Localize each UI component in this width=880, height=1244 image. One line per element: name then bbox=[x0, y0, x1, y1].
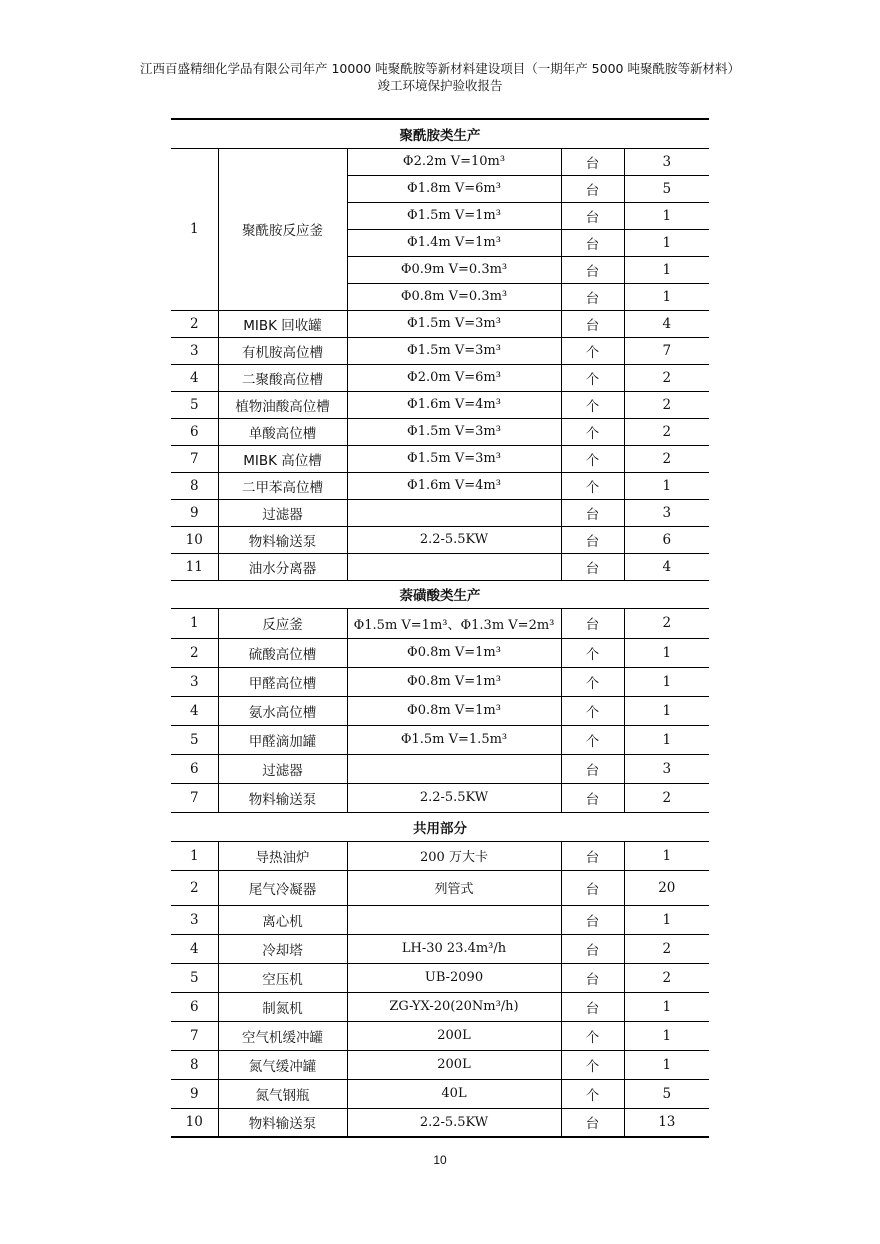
equipment-spec: Φ1.5m V=1.5m³ bbox=[347, 725, 561, 754]
equipment-name: 导热油炉 bbox=[218, 841, 347, 870]
table-row bbox=[171, 391, 709, 418]
equipment-unit: 个 bbox=[561, 445, 624, 472]
equipment-unit: 个 bbox=[561, 1050, 624, 1079]
page-number: 10 bbox=[433, 1153, 447, 1167]
equipment-spec: Φ0.9m V=0.3m³ bbox=[347, 256, 561, 283]
equipment-unit: 个 bbox=[561, 1021, 624, 1050]
equipment-unit: 个 bbox=[561, 667, 624, 696]
table-row bbox=[171, 1050, 709, 1079]
section-title: 共用部分 bbox=[171, 812, 709, 841]
table-row bbox=[171, 310, 709, 337]
equipment-spec: Φ0.8m V=1m³ bbox=[347, 667, 561, 696]
row-number: 5 bbox=[171, 963, 218, 992]
equipment-name: 反应釜 bbox=[218, 608, 347, 638]
row-number: 6 bbox=[171, 418, 218, 445]
table-row bbox=[171, 553, 709, 580]
equipment-spec: Φ1.4m V=1m³ bbox=[347, 229, 561, 256]
equipment-name: 二甲苯高位槽 bbox=[218, 472, 347, 499]
equipment-quantity: 1 bbox=[624, 905, 709, 934]
report-header bbox=[0, 60, 880, 94]
row-number: 6 bbox=[171, 754, 218, 783]
row-number: 1 bbox=[171, 148, 218, 310]
row-number: 2 bbox=[171, 310, 218, 337]
row-number: 4 bbox=[171, 696, 218, 725]
equipment-unit: 台 bbox=[561, 870, 624, 905]
equipment-quantity: 3 bbox=[624, 499, 709, 526]
table-row bbox=[171, 725, 709, 754]
equipment-name: 氨水高位槽 bbox=[218, 696, 347, 725]
report-title-line2: 竣工环境保护验收报告 bbox=[377, 78, 503, 93]
equipment-name: MIBK 回收罐 bbox=[218, 310, 347, 337]
row-number: 2 bbox=[171, 870, 218, 905]
row-number: 9 bbox=[171, 499, 218, 526]
equipment-name: 甲醛滴加罐 bbox=[218, 725, 347, 754]
equipment-spec: UB-2090 bbox=[347, 963, 561, 992]
equipment-spec: Φ1.8m V=6m³ bbox=[347, 175, 561, 202]
row-number: 3 bbox=[171, 667, 218, 696]
equipment-unit: 台 bbox=[561, 905, 624, 934]
equipment-spec: 200L bbox=[347, 1050, 561, 1079]
equipment-unit: 台 bbox=[561, 841, 624, 870]
section-header-row bbox=[171, 580, 709, 608]
equipment-unit: 台 bbox=[561, 148, 624, 175]
equipment-quantity: 2 bbox=[624, 783, 709, 812]
row-number: 11 bbox=[171, 553, 218, 580]
table-row bbox=[171, 754, 709, 783]
equipment-name: 尾气冷凝器 bbox=[218, 870, 347, 905]
equipment-unit: 个 bbox=[561, 418, 624, 445]
equipment-unit: 台 bbox=[561, 963, 624, 992]
equipment-quantity: 5 bbox=[624, 1079, 709, 1108]
equipment-quantity: 2 bbox=[624, 934, 709, 963]
row-number: 7 bbox=[171, 1021, 218, 1050]
equipment-name: 甲醛高位槽 bbox=[218, 667, 347, 696]
equipment-spec: Φ1.5m V=1m³ bbox=[347, 202, 561, 229]
equipment-quantity: 1 bbox=[624, 841, 709, 870]
equipment-quantity: 3 bbox=[624, 754, 709, 783]
equipment-spec: 200 万大卡 bbox=[347, 841, 561, 870]
equipment-name: 离心机 bbox=[218, 905, 347, 934]
equipment-quantity: 6 bbox=[624, 526, 709, 553]
equipment-spec: 列管式 bbox=[347, 870, 561, 905]
equipment-quantity: 1 bbox=[624, 638, 709, 667]
equipment-quantity: 1 bbox=[624, 472, 709, 499]
section-header-row bbox=[171, 119, 709, 148]
equipment-unit: 台 bbox=[561, 1108, 624, 1137]
equipment-name: 过滤器 bbox=[218, 499, 347, 526]
equipment-spec bbox=[347, 905, 561, 934]
equipment-quantity: 20 bbox=[624, 870, 709, 905]
equipment-spec: 2.2-5.5KW bbox=[347, 783, 561, 812]
equipment-spec: Φ0.8m V=1m³ bbox=[347, 696, 561, 725]
equipment-quantity: 1 bbox=[624, 1021, 709, 1050]
table-row bbox=[171, 526, 709, 553]
table-row bbox=[171, 934, 709, 963]
equipment-unit: 台 bbox=[561, 992, 624, 1021]
equipment-spec: 40L bbox=[347, 1079, 561, 1108]
equipment-quantity: 1 bbox=[624, 256, 709, 283]
equipment-spec: 2.2-5.5KW bbox=[347, 1108, 561, 1137]
row-number: 7 bbox=[171, 783, 218, 812]
table-row bbox=[171, 841, 709, 870]
equipment-name: 植物油酸高位槽 bbox=[218, 391, 347, 418]
row-number: 7 bbox=[171, 445, 218, 472]
equipment-unit: 个 bbox=[561, 638, 624, 667]
equipment-quantity: 2 bbox=[624, 418, 709, 445]
equipment-name: 单酸高位槽 bbox=[218, 418, 347, 445]
table-row bbox=[171, 992, 709, 1021]
table-row bbox=[171, 418, 709, 445]
equipment-quantity: 1 bbox=[624, 725, 709, 754]
equipment-name: 制氮机 bbox=[218, 992, 347, 1021]
table-row bbox=[171, 337, 709, 364]
row-number: 9 bbox=[171, 1079, 218, 1108]
equipment-quantity: 7 bbox=[624, 337, 709, 364]
table-row bbox=[171, 783, 709, 812]
equipment-name: 物料输送泵 bbox=[218, 783, 347, 812]
equipment-name: 物料输送泵 bbox=[218, 526, 347, 553]
equipment-unit: 个 bbox=[561, 725, 624, 754]
equipment-unit: 台 bbox=[561, 526, 624, 553]
row-number: 1 bbox=[171, 841, 218, 870]
table-row bbox=[171, 638, 709, 667]
equipment-quantity: 1 bbox=[624, 283, 709, 310]
table-row bbox=[171, 608, 709, 638]
table-row bbox=[171, 472, 709, 499]
row-number: 4 bbox=[171, 364, 218, 391]
equipment-spec: Φ0.8m V=1m³ bbox=[347, 638, 561, 667]
equipment-name: MIBK 高位槽 bbox=[218, 445, 347, 472]
equipment-spec: Φ0.8m V=0.3m³ bbox=[347, 283, 561, 310]
row-number: 10 bbox=[171, 1108, 218, 1137]
equipment-name: 物料输送泵 bbox=[218, 1108, 347, 1137]
equipment-spec: Φ1.5m V=1m³、Φ1.3m V=2m³ bbox=[347, 608, 561, 638]
table-row bbox=[171, 870, 709, 905]
equipment-quantity: 2 bbox=[624, 963, 709, 992]
equipment-unit: 台 bbox=[561, 934, 624, 963]
equipment-unit: 台 bbox=[561, 608, 624, 638]
equipment-name: 空气机缓冲罐 bbox=[218, 1021, 347, 1050]
equipment-name: 空压机 bbox=[218, 963, 347, 992]
table-row bbox=[171, 696, 709, 725]
equipment-unit: 台 bbox=[561, 310, 624, 337]
equipment-name: 聚酰胺反应釜 bbox=[218, 148, 347, 310]
table-row bbox=[171, 1079, 709, 1108]
section-title: 萘磺酸类生产 bbox=[171, 580, 709, 608]
row-number: 3 bbox=[171, 337, 218, 364]
equipment-unit: 台 bbox=[561, 175, 624, 202]
table-row bbox=[171, 1108, 709, 1137]
equipment-name: 冷却塔 bbox=[218, 934, 347, 963]
row-number: 5 bbox=[171, 725, 218, 754]
row-number: 8 bbox=[171, 472, 218, 499]
section-title: 聚酰胺类生产 bbox=[171, 119, 709, 148]
table-row bbox=[171, 963, 709, 992]
equipment-spec: Φ1.5m V=3m³ bbox=[347, 418, 561, 445]
equipment-unit: 台 bbox=[561, 202, 624, 229]
equipment-quantity: 2 bbox=[624, 364, 709, 391]
equipment-spec: Φ1.6m V=4m³ bbox=[347, 472, 561, 499]
equipment-spec: Φ2.2m V=10m³ bbox=[347, 148, 561, 175]
equipment-unit: 个 bbox=[561, 337, 624, 364]
equipment-spec: Φ2.0m V=6m³ bbox=[347, 364, 561, 391]
equipment-name: 二聚酸高位槽 bbox=[218, 364, 347, 391]
equipment-spec: Φ1.5m V=3m³ bbox=[347, 337, 561, 364]
row-number: 3 bbox=[171, 905, 218, 934]
equipment-quantity: 1 bbox=[624, 667, 709, 696]
equipment-unit: 台 bbox=[561, 553, 624, 580]
table-row bbox=[171, 148, 709, 175]
equipment-spec bbox=[347, 499, 561, 526]
equipment-unit: 个 bbox=[561, 391, 624, 418]
equipment-spec: ZG-YX-20(20Nm³/h) bbox=[347, 992, 561, 1021]
equipment-quantity: 1 bbox=[624, 1050, 709, 1079]
equipment-name: 油水分离器 bbox=[218, 553, 347, 580]
equipment-quantity: 4 bbox=[624, 553, 709, 580]
row-number: 10 bbox=[171, 526, 218, 553]
equipment-quantity: 13 bbox=[624, 1108, 709, 1137]
table-row bbox=[171, 1021, 709, 1050]
row-number: 4 bbox=[171, 934, 218, 963]
equipment-quantity: 4 bbox=[624, 310, 709, 337]
row-number: 1 bbox=[171, 608, 218, 638]
equipment-spec: Φ1.6m V=4m³ bbox=[347, 391, 561, 418]
equipment-unit: 台 bbox=[561, 256, 624, 283]
equipment-quantity: 3 bbox=[624, 148, 709, 175]
equipment-unit: 台 bbox=[561, 783, 624, 812]
equipment-quantity: 1 bbox=[624, 992, 709, 1021]
table-row bbox=[171, 445, 709, 472]
equipment-unit: 台 bbox=[561, 754, 624, 783]
equipment-unit: 个 bbox=[561, 696, 624, 725]
equipment-quantity: 1 bbox=[624, 696, 709, 725]
equipment-name: 有机胺高位槽 bbox=[218, 337, 347, 364]
equipment-quantity: 1 bbox=[624, 229, 709, 256]
equipment-quantity: 2 bbox=[624, 445, 709, 472]
equipment-quantity: 5 bbox=[624, 175, 709, 202]
row-number: 8 bbox=[171, 1050, 218, 1079]
row-number: 2 bbox=[171, 638, 218, 667]
equipment-name: 氮气钢瓶 bbox=[218, 1079, 347, 1108]
table-row bbox=[171, 499, 709, 526]
equipment-unit: 个 bbox=[561, 472, 624, 499]
equipment-table bbox=[171, 118, 709, 1138]
equipment-name: 氮气缓冲罐 bbox=[218, 1050, 347, 1079]
equipment-quantity: 2 bbox=[624, 608, 709, 638]
equipment-quantity: 1 bbox=[624, 202, 709, 229]
equipment-name: 过滤器 bbox=[218, 754, 347, 783]
row-number: 5 bbox=[171, 391, 218, 418]
equipment-spec bbox=[347, 553, 561, 580]
row-number: 6 bbox=[171, 992, 218, 1021]
equipment-unit: 台 bbox=[561, 283, 624, 310]
table-row bbox=[171, 364, 709, 391]
equipment-spec: Φ1.5m V=3m³ bbox=[347, 445, 561, 472]
report-title-line1: 江西百盛精细化学品有限公司年产 10000 吨聚酰胺等新材料建设项目（一期年产 5000 吨聚酰胺等新材料） bbox=[140, 61, 740, 76]
section-header-row bbox=[171, 812, 709, 841]
equipment-spec: 2.2-5.5KW bbox=[347, 526, 561, 553]
equipment-spec: LH-30 23.4m³/h bbox=[347, 934, 561, 963]
equipment-spec bbox=[347, 754, 561, 783]
table-row bbox=[171, 667, 709, 696]
equipment-name: 硫酸高位槽 bbox=[218, 638, 347, 667]
equipment-unit: 个 bbox=[561, 1079, 624, 1108]
equipment-spec: 200L bbox=[347, 1021, 561, 1050]
table-row bbox=[171, 905, 709, 934]
equipment-quantity: 2 bbox=[624, 391, 709, 418]
equipment-unit: 个 bbox=[561, 364, 624, 391]
equipment-spec: Φ1.5m V=3m³ bbox=[347, 310, 561, 337]
equipment-unit: 台 bbox=[561, 229, 624, 256]
equipment-unit: 台 bbox=[561, 499, 624, 526]
